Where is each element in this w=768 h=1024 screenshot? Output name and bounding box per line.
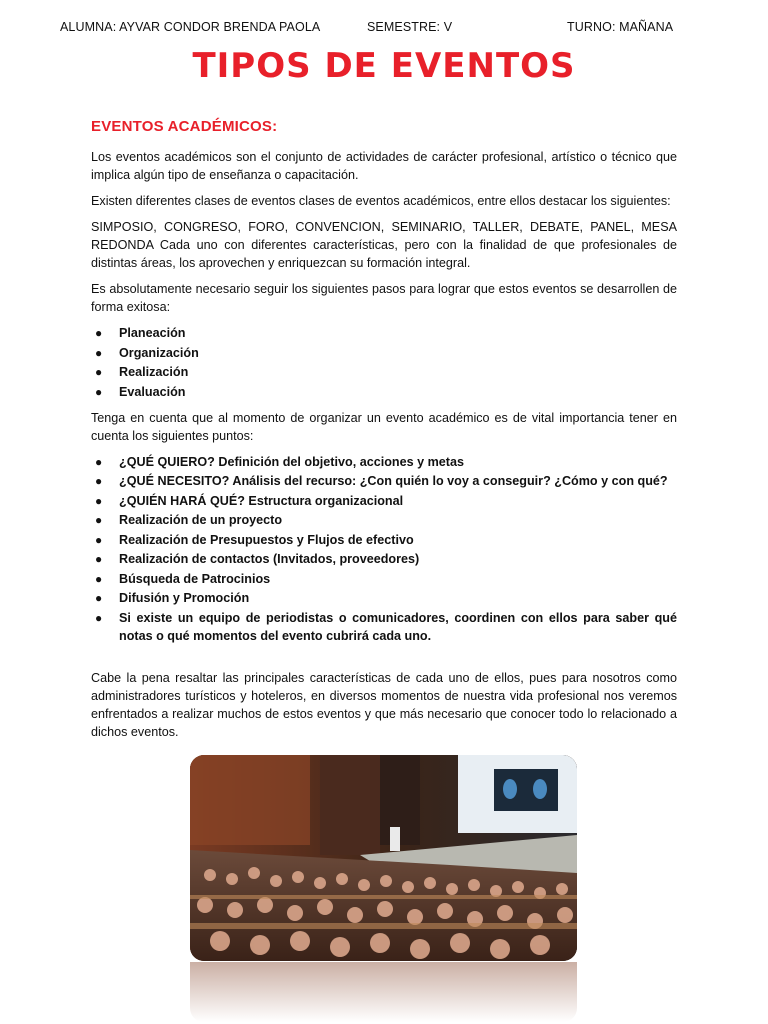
list-item: ● Búsqueda de Patrocinios: [95, 571, 271, 586]
bullet-icon: ●: [95, 532, 103, 547]
list-item: ● Organización: [95, 345, 199, 360]
list-item: ● ¿QUÉ NECESITO? Análisis del recurso: ¿Con quién lo voy a conseguir? ¿Cómo y con qué?: [95, 474, 668, 488]
bullet-icon: ●: [95, 571, 103, 586]
bullet-icon: ●: [95, 384, 103, 399]
list-item: ● ¿QUIÉN HARÁ QUÉ? Estructura organizacional: [95, 493, 404, 508]
shift-label: TURNO: MAÑANA: [567, 20, 674, 34]
bullet-icon: ●: [95, 365, 103, 379]
bullet-icon: ●: [95, 552, 103, 566]
document-body: [91, 118, 677, 749]
document-header: [60, 20, 700, 40]
paragraph-intro: Los eventos académicos son el conjunto de actividades de carácter profesional, artístico o técnico que implica algún tipo de enseñanza o capacitación.: [91, 150, 677, 182]
paragraph-types-intro: Existen diferentes clases de eventos clases de eventos académicos, entre ellos destacar los siguientes:: [91, 194, 671, 208]
list-item: ● Planeación: [95, 326, 186, 340]
points-list: [91, 453, 677, 645]
bullet-icon: ●: [95, 454, 103, 469]
list-item: ● Realización de Presupuestos y Flujos de efectivo: [95, 532, 414, 547]
list-item: ● Realización de contactos (Invitados, proveedores): [95, 552, 420, 566]
list-item: ● Evaluación: [95, 384, 186, 399]
list-item: ● ¿QUÉ QUIERO? Definición del objetivo, acciones y metas: [95, 454, 465, 469]
auditorium-photo: [190, 755, 577, 961]
photo-reflection: [190, 962, 577, 1022]
list-item: ● Si existe un equipo de periodistas o comunicadores, coordinen con ellos para saber qué notas o qué momentos del evento cubrirá cada uno.: [95, 610, 677, 643]
bullet-icon: ●: [95, 493, 103, 508]
list-item: ● Realización: [95, 365, 189, 379]
steps-list: [91, 324, 677, 401]
bullet-icon: ●: [95, 591, 103, 605]
section-heading: EVENTOS ACADÉMICOS:: [91, 118, 278, 135]
bullet-icon: ●: [95, 610, 103, 625]
semester-label: SEMESTRE: V: [367, 20, 453, 34]
paragraph-points-intro: Tenga en cuenta que al momento de organizar un evento académico es de vital importancia tener en cuenta los siguientes puntos:: [91, 410, 677, 443]
bullet-icon: ●: [95, 513, 103, 527]
list-item: ● Realización de un proyecto: [95, 513, 283, 527]
paragraph-closing: Cabe la pena resaltar las principales características de cada uno de ellos, pues para nosotros como administradores turísticos y hoteleros, en diversos momentos de nuestra vida profesional nos veremos enfrentados a realizar muchos de estos eventos y que más necesario que conocer todo lo relacionado a dichos eventos.: [91, 670, 677, 739]
paragraph-steps-intro: Es absolutamente necesario seguir los siguientes pasos para lograr que estos eventos se desarrollen de forma exitosa:: [91, 282, 677, 314]
bullet-icon: ●: [95, 345, 103, 360]
bullet-icon: ●: [95, 326, 103, 340]
paragraph-types: SIMPOSIO, CONGRESO, FORO, CONVENCION, SEMINARIO, TALLER, DEBATE, PANEL, MESA REDONDA Cada uno con diferentes características, pero con la finalidad de que profesionales de distintas áreas, los aprovechen y enriquezcan su formación integral.: [91, 220, 677, 270]
student-name: ALUMNA: AYVAR CONDOR BRENDA PAOLA: [60, 20, 321, 34]
list-item: ● Difusión y Promoción: [95, 591, 250, 605]
page-title: TIPOS DE EVENTOS: [192, 46, 576, 86]
bullet-icon: ●: [95, 474, 103, 488]
